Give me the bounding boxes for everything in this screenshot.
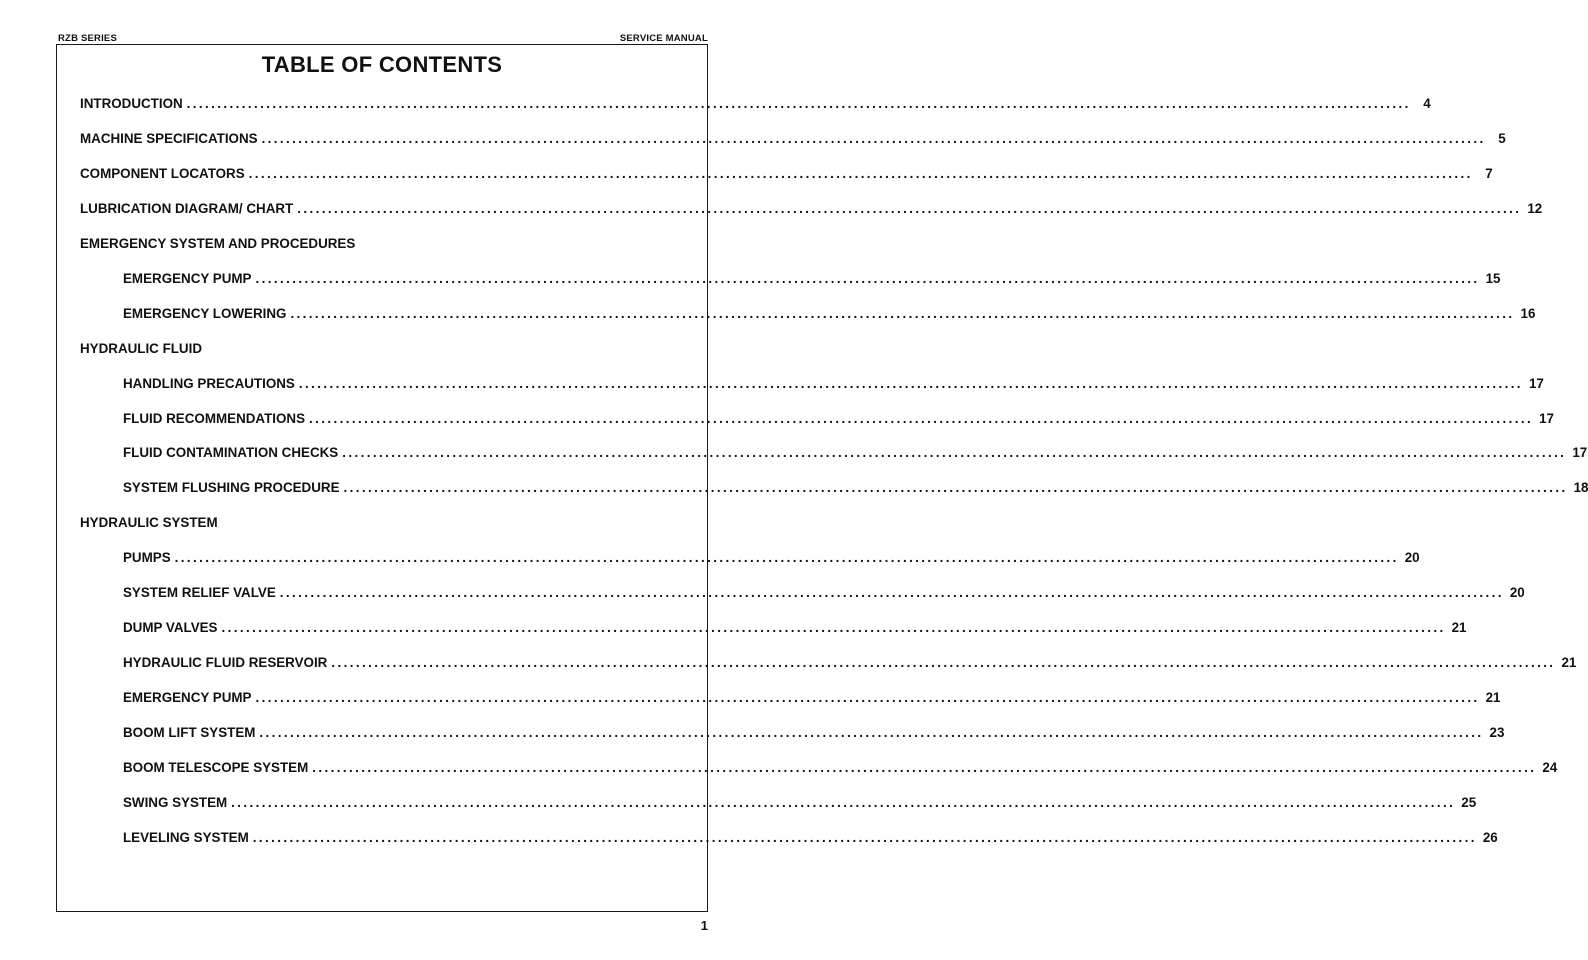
toc-entry-page: 17	[1528, 376, 1544, 391]
toc-entry-hydraulic-fluid-reservoir[interactable]	[123, 654, 1577, 672]
toc-entry-label: MACHINE SPECIFICATIONS	[80, 131, 258, 146]
toc-entry-page: 5	[1498, 131, 1506, 146]
toc-entry-emergency-lowering[interactable]	[123, 305, 1536, 323]
dot-leader: ........................................................................................................................................................................................................	[248, 166, 1473, 181]
toc-entry-system-flushing-procedure[interactable]	[123, 479, 1588, 497]
toc-entry-introduction[interactable]	[80, 95, 1431, 113]
toc-entry-leveling-system[interactable]	[123, 829, 1498, 847]
toc-entry-label: BOOM LIFT SYSTEM	[123, 725, 256, 740]
toc-entry-page: 17	[1572, 445, 1588, 460]
toc-entry-label: EMERGENCY LOWERING	[123, 306, 287, 321]
toc-entry-dump-valves[interactable]	[123, 619, 1467, 637]
page-number: 1	[700, 918, 708, 933]
toc-entry-page: 21	[1561, 655, 1577, 670]
toc-entry-page: 4	[1423, 96, 1431, 111]
toc-entry-page: 25	[1461, 795, 1477, 810]
dot-leader: ........................................................................................................................................................................................................	[252, 830, 1477, 845]
header-manual: SERVICE MANUAL	[619, 33, 708, 44]
dot-leader: ........................................................................................................................................................................................................	[343, 480, 1568, 495]
dot-leader: ........................................................................................................................................................................................................	[298, 376, 1523, 391]
toc-entry-page: 12	[1527, 201, 1543, 216]
dot-leader: ........................................................................................................................................................................................................	[255, 271, 1480, 286]
toc-entry-page: 24	[1542, 760, 1558, 775]
toc-entry-page: 20	[1404, 550, 1420, 565]
toc-entry-label: SYSTEM RELIEF VALVE	[123, 585, 276, 600]
toc-entry-label: SYSTEM FLUSHING PROCEDURE	[123, 480, 340, 495]
toc-entry-system-relief-valve[interactable]	[123, 584, 1525, 602]
dot-leader: ........................................................................................................................................................................................................	[221, 620, 1446, 635]
toc-entry-boom-telescope-system[interactable]	[123, 759, 1558, 777]
toc-entry-label: DUMP VALVES	[123, 620, 218, 635]
toc-entry-label: HANDLING PRECAUTIONS	[123, 376, 295, 391]
toc-entry-label: LEVELING SYSTEM	[123, 830, 249, 845]
toc-section-emergency-system[interactable]: EMERGENCY SYSTEM AND PROCEDURES	[80, 236, 356, 251]
toc-entry-label: PUMPS	[123, 550, 171, 565]
dot-leader: ........................................................................................................................................................................................................	[231, 795, 1456, 810]
toc-entry-page: 15	[1485, 271, 1501, 286]
toc-entry-emergency-pump[interactable]	[123, 270, 1501, 288]
toc-entry-boom-lift-system[interactable]	[123, 724, 1505, 742]
toc-entry-label: FLUID CONTAMINATION CHECKS	[123, 445, 339, 460]
toc-entry-handling-precautions[interactable]	[123, 375, 1544, 393]
dot-leader: ........................................................................................................................................................................................................	[279, 585, 1504, 600]
toc-entry-component-locators[interactable]	[80, 165, 1493, 183]
dot-leader: ........................................................................................................................................................................................................	[174, 550, 1399, 565]
dot-leader: ........................................................................................................................................................................................................	[342, 445, 1567, 460]
toc-section-hydraulic-system[interactable]: HYDRAULIC SYSTEM	[80, 515, 218, 530]
dot-leader: ........................................................................................................................................................................................................	[297, 201, 1522, 216]
toc-entry-label: EMERGENCY PUMP	[123, 690, 252, 705]
toc-section-hydraulic-fluid[interactable]: HYDRAULIC FLUID	[80, 341, 202, 356]
toc-entry-page: 21	[1485, 690, 1501, 705]
dot-leader: ........................................................................................................................................................................................................	[186, 96, 1411, 111]
toc-entry-machine-specifications[interactable]	[80, 130, 1506, 148]
dot-leader: ........................................................................................................................................................................................................	[259, 725, 1484, 740]
toc-entry-pumps[interactable]	[123, 549, 1420, 567]
toc-entry-label: SWING SYSTEM	[123, 795, 228, 810]
dot-leader: ........................................................................................................................................................................................................	[261, 131, 1486, 146]
toc-entry-lubrication-diagram[interactable]	[80, 200, 1543, 218]
dot-leader: ........................................................................................................................................................................................................	[255, 690, 1480, 705]
toc-entry-page: 26	[1482, 830, 1498, 845]
dot-leader: ........................................................................................................................................................................................................	[309, 411, 1534, 426]
header-series: RZB SERIES	[58, 33, 118, 44]
toc-entry-emergency-pump-2[interactable]	[123, 689, 1501, 707]
dot-leader: ........................................................................................................................................................................................................	[290, 306, 1515, 321]
toc-entry-label: EMERGENCY PUMP	[123, 271, 252, 286]
toc-entry-fluid-contamination-checks[interactable]	[123, 444, 1588, 462]
toc-entry-label: LUBRICATION DIAGRAM/ CHART	[80, 201, 294, 216]
toc-entry-page: 17	[1539, 411, 1554, 426]
toc-entry-label: FLUID RECOMMENDATIONS	[123, 411, 306, 426]
toc-entry-label: HYDRAULIC FLUID RESERVOIR	[123, 655, 328, 670]
page-title: TABLE OF CONTENTS	[261, 52, 503, 77]
toc-entry-fluid-recommendations[interactable]	[123, 410, 1554, 428]
toc-entry-page: 20	[1509, 585, 1525, 600]
toc-entry-page: 16	[1520, 306, 1536, 321]
toc-entry-label: COMPONENT LOCATORS	[80, 166, 245, 181]
toc-entry-label: BOOM TELESCOPE SYSTEM	[123, 760, 309, 775]
toc-entry-page: 21	[1451, 620, 1467, 635]
dot-leader: ........................................................................................................................................................................................................	[331, 655, 1556, 670]
toc-entry-swing-system[interactable]	[123, 794, 1477, 812]
toc-entry-label: INTRODUCTION	[80, 96, 183, 111]
dot-leader: ........................................................................................................................................................................................................	[312, 760, 1537, 775]
toc-entry-page: 18	[1573, 480, 1588, 495]
toc-entry-page: 23	[1489, 725, 1505, 740]
toc-entry-page: 7	[1485, 166, 1493, 181]
